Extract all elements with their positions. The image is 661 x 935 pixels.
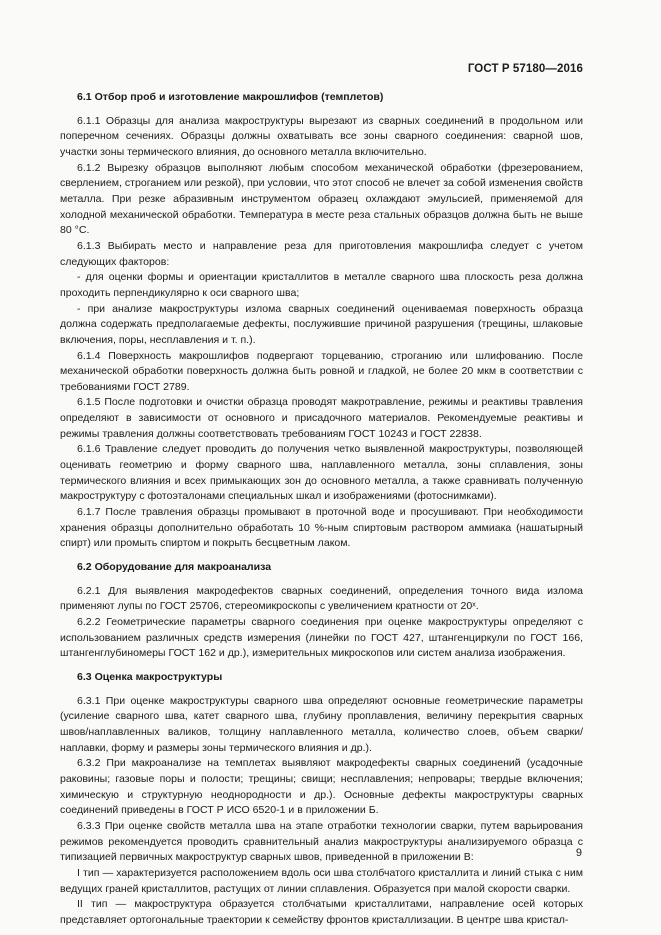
paragraph-type-2: II тип — макроструктура образуется столбчатыми кристаллитами, направление осей которых представляет ортогональные траектории к семейству фронтов кристаллизации. В центре шва кристал-	[60, 898, 583, 926]
page-number: 9	[575, 847, 582, 859]
standard-header: ГОСТ Р 57180—2016	[467, 63, 583, 75]
section-heading-6-2: 6.2 Оборудование для макроанализа	[77, 561, 272, 574]
paragraph-type-1: I тип — характеризуется расположением вдоль оси шва столбчатого кристаллита и линий стыка с ним ведущих граней кристаллитов, растущих от линии сплавления. Образуется при малой скорости сварки.	[60, 866, 583, 895]
paragraph-6-1-1: 6.1.1 Образцы для анализа макроструктуры вырезают из сварных соединений в продольном или поперечном сечениях. Образцы должны охватывать все зоны сварного соединения: сварной шов, участки зоны термического влияния, до основного металла включительно.	[60, 114, 583, 158]
list-item-crystallite-orientation: - для оценки формы и ориентации кристаллитов в металле сварного шва плоскость реза должна проходить перпендикулярно к оси сварного шва;	[60, 271, 583, 299]
paragraph-6-1-4: 6.1.4 Поверхность макрошлифов подвергают торцеванию, строганию или шлифованию. После механической обработки поверхность должна быть ровной и гладкой, не более 20 мкм в соответствии с требованиями ГОСТ 2789.	[60, 349, 583, 393]
paragraph-6-3-2: 6.3.2 При макроанализе на темплетах выявляют макродефекты сварных соединений (усадочные раковины; газовые поры и полости; трещины; свищи; несплавления; непровары; твердые включения; химическую и структурную неоднородности и др.). Основные дефекты макроструктуры сварных соединений приведены в ГОСТ Р ИСО 6520-1 и в приложении Б.	[60, 757, 583, 817]
paragraph-6-1-2: 6.1.2 Вырезку образцов выполняют любым способом механической обработки (фрезерованием, сверлением, строганием или резкой), при условии, что этот способ не влечет за собой изменения свойств металла. При резке абразивным инструментом образец охлаждают эмульсией, применяемой для холодной механической обработки. Температура в месте реза стальных образцов должна быть не выше 80 °С.	[60, 161, 583, 237]
paragraph-6-1-5: 6.1.5 После подготовки и очистки образца проводят макротравление, режимы и реактивы травления определяют в зависимости от основного и присадочного материалов. Рекомендуемые реактивы и режимы травления должны соответствовать требованиям ГОСТ 10243 и ГОСТ 22838.	[60, 396, 583, 440]
paragraph-6-1-3: 6.1.3 Выбирать место и направление реза для приготовления макрошлифа следует с учетом следующих факторов:	[60, 239, 583, 268]
paragraph-6-1-6: 6.1.6 Травление следует проводить до получения четко выявленной макроструктуры, позволяющей оценивать геометрию и форму сварного шва, наплавленного металла, зоны сплавления, зоны термического влияния и всех примыкающих зон до основного металла, а также сравнивать полученную макроструктуру с фотоэталонами специальных шкал и изображениями (фотоснимками).	[60, 443, 583, 503]
paragraph-6-3-1: 6.3.1 При оценке макроструктуры сварного шва определяют основные геометрические параметры (усиление сварного шва, катет сварного шва, глубину проплавления, величину перекрытия сварных швов/наплавленных валиков, толщину наплавленного металла, количество слоев, объем сварки/наплавки, форму и размеры зоны термического влияния и др.).	[60, 694, 583, 754]
section-heading-6-3: 6.3 Оценка макроструктуры	[77, 670, 223, 683]
paragraph-6-2-2: 6.2.2 Геометрические параметры сварного соединения при оценке макроструктуры определяют с использованием различных средств измерения (линейки по ГОСТ 427, штангенциркули по ГОСТ 166, штангенглубиномеры ГОСТ 162 и др.), измерительных микроскопов или систем анализа изображения.	[60, 616, 583, 660]
paragraph-6-3-3: 6.3.3 При оценке свойств металла шва на этапе отработки технологии сварки, путем варьирования режимов рекомендуется проводить сравнительный анализ макроструктуры анализируемого образца с типизацией первичных макроструктур сварных швов, приведенной в приложении В:	[60, 819, 583, 864]
paragraph-6-2-1: 6.2.1 Для выявления макродефектов сварных соединений, определения точного вида излома применяют лупы по ГОСТ 25706, стереомикроскопы с увеличением кратности от 20ˣ.	[60, 584, 583, 613]
paragraph-6-1-7: 6.1.7 После травления образцы промывают в проточной воде и просушивают. При необходимости хранения образцы дополнительно обработать 10 %-ным спиртовым раствором аммиака (нашатырный спирт) или промыть спиртом и покрыть бесцветным лаком.	[60, 506, 583, 550]
list-item-fracture-analysis: - при анализе макроструктуры излома сварных соединений оцениваемая поверхность образца должна содержать предполагаемые дефекты, послужившие причиной разрушения (трещины, шлаковые включения, поры, несплавления и т. п.).	[60, 302, 583, 346]
section-heading-6-1: 6.1 Отбор проб и изготовление макрошлифов (темплетов)	[77, 91, 384, 103]
document-body	[60, 90, 583, 928]
